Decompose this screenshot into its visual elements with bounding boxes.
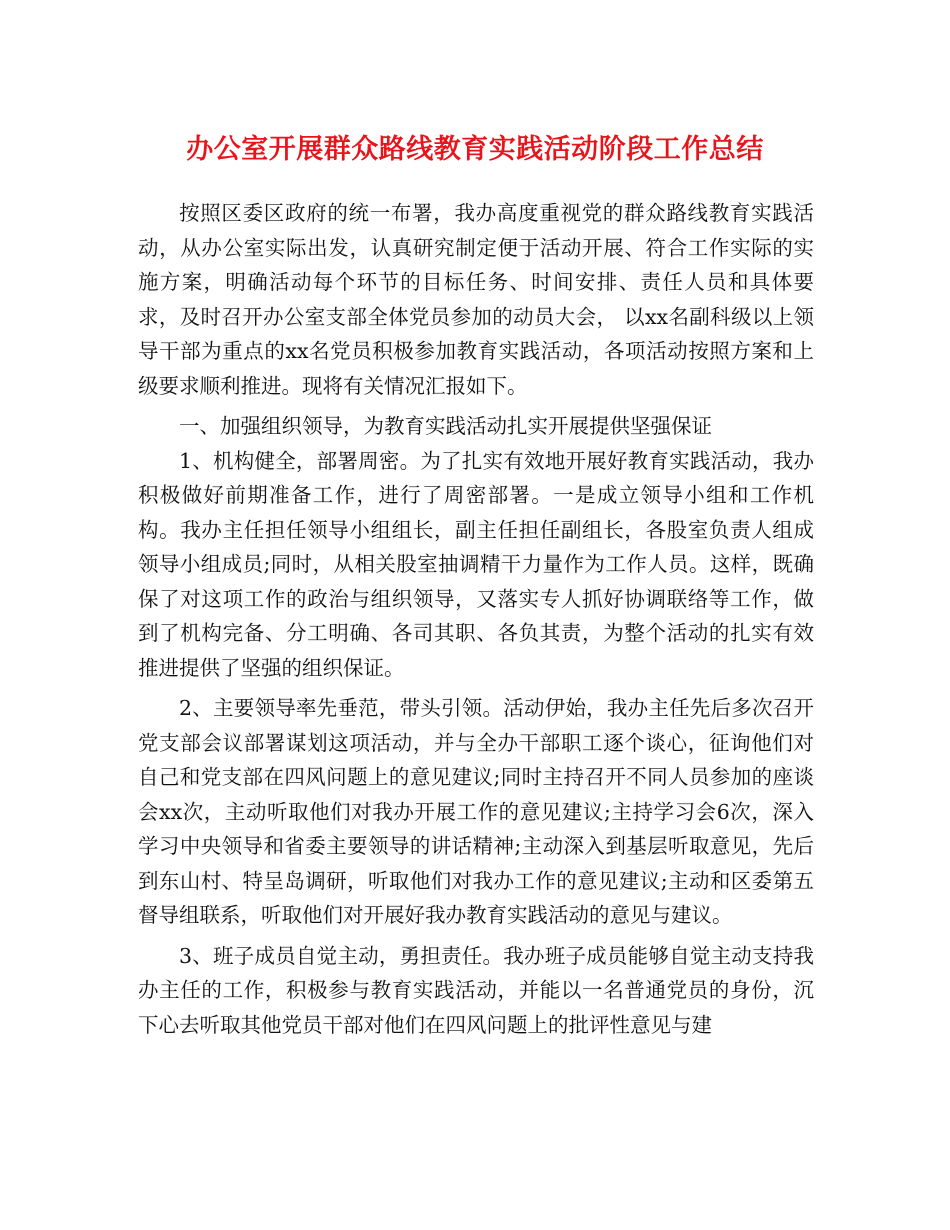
paragraph-item-2: 2、主要领导率先垂范，带头引领。活动伊始，我办主任先后多次召开党支部会议部署谋划这项活动，并与全办干部职工逐个谈心，征询他们对自己和党支部在四风问题上的意见建议;同时主持召开不同人员参加的座谈会xx次，主动听取他们对我办开展工作的意见建议;主持学习会6次，深入学习中央领导和省委主要领导的讲话精神;主动深入到基层听取意见，先后到东山村、特呈岛调研，听取他们对我办工作的意见建议;主动和区委第五督导组联系，听取他们对开展好我办教育实践活动的意见与建议。 [138,696,814,927]
document-title: 办公室开展群众路线教育实践活动阶段工作总结 [186,134,764,165]
section-heading: 一、加强组织领导，为教育实践活动扎实开展提供坚强保证 [179,414,712,438]
intro-paragraph: 按照区委区政府的统一布署，我办高度重视党的群众路线教育实践活动，从办公室实际出发，认真研究制定便于活动开展、符合工作实际的实施方案，明确活动每个环节的目标任务、时间安排、责任人员和具体要求，及时召开办公室支部全体党员参加的动员大会， 以xx名副科级以上领导干部为重点的xx名党员积极参加教育实践活动，各项活动按照方案和上级要求顺利推进。现将有关情况汇报如下。 [138,201,814,398]
paragraph-item-3: 3、班子成员自觉主动，勇担责任。我办班子成员能够自觉主动支持我办主任的工作，积极参与教育实践活动，并能以一名普通党员的身份，沉下心去听取其他党员干部对他们在四风问题上的批评性意见与建 [138,943,814,1037]
paragraph-item-1: 1、机构健全，部署周密。为了扎实有效地开展好教育实践活动，我办积极做好前期准备工作，进行了周密部署。一是成立领导小组和工作机构。我办主任担任领导小组组长，副主任担任副组长，各股室负责人组成领导小组成员;同时，从相关股室抽调精干力量作为工作人员。这样，既确保了对这项工作的政治与组织领导，又落实专人抓好协调联络等工作，做到了机构完备、分工明确、各司其职、各负其责，为整个活动的扎实有效推进提供了坚强的组织保证。 [138,448,814,680]
document-body [138,196,814,1048]
